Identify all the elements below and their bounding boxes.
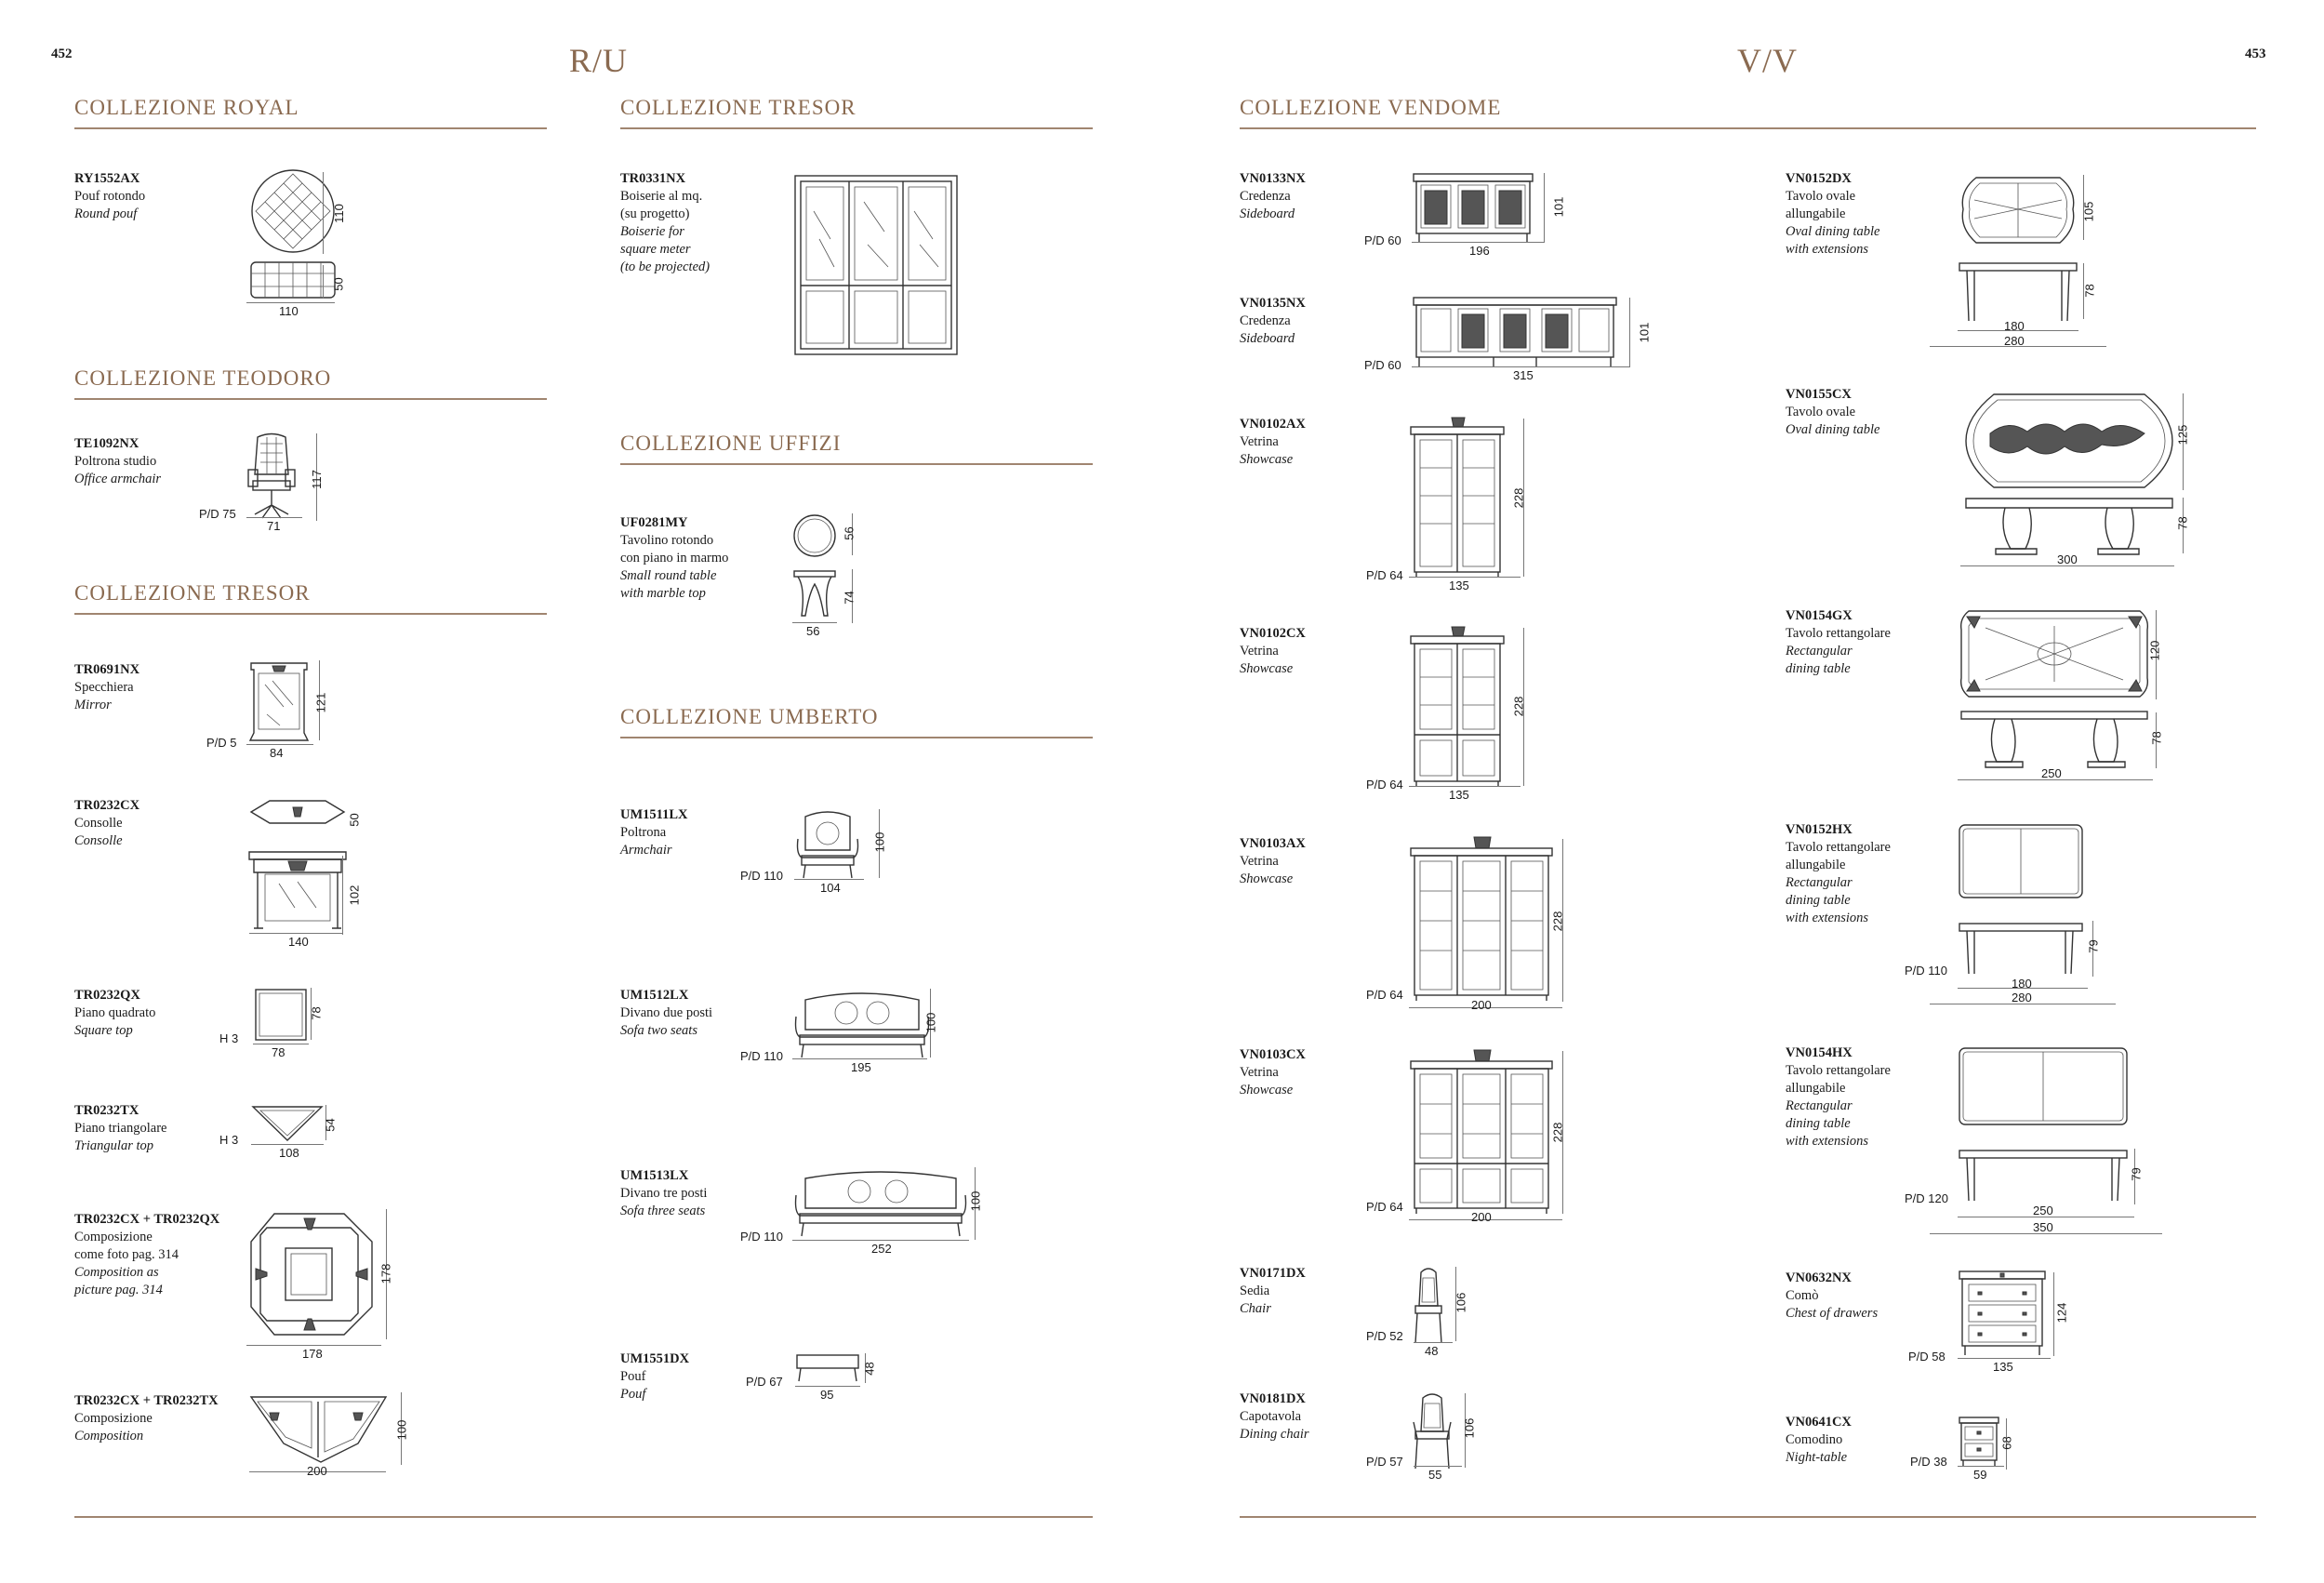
product-name-it: Vetrina (1240, 854, 1279, 869)
product-name-en: dining table (1786, 893, 1851, 908)
dim-line (323, 172, 324, 254)
um1551dx-drawing (795, 1353, 860, 1387)
dim-label: 106 (1462, 1417, 1477, 1439)
product-name-it: Composizione (74, 1230, 153, 1244)
product-name-it: Vetrina (1240, 1065, 1279, 1080)
dim-label: 110 (279, 304, 299, 318)
dim-label: 68 (1999, 1436, 2014, 1450)
product-code: TR0232QX (74, 988, 140, 1003)
product-vn0155cx (1786, 386, 1880, 439)
tr0232tx-drawing (251, 1105, 325, 1144)
product-name-en: Showcase (1240, 452, 1294, 467)
product-name-it: Tavolo ovale (1786, 189, 1856, 204)
product-code: UM1512LX (620, 988, 689, 1003)
section-vendome (1240, 96, 2256, 129)
product-code: VN0135NX (1240, 296, 1306, 311)
product-tr0331nx (620, 170, 710, 276)
um1511lx-drawing (794, 809, 869, 884)
section-royal (74, 96, 547, 129)
dim-label: 121 (313, 692, 328, 713)
product-vn0152dx (1786, 170, 1880, 259)
product-um1511lx (620, 806, 688, 859)
product-code: UM1513LX (620, 1168, 689, 1183)
product-code: VN0152DX (1786, 171, 1852, 186)
product-code: TR0232TX (74, 1103, 139, 1118)
dim-label: 48 (1425, 1344, 1439, 1358)
tr0232cx-drawing (246, 798, 358, 938)
section-tresor-mid (620, 96, 1093, 129)
dim-label: 252 (871, 1242, 892, 1256)
dim-label: 54 (323, 1118, 338, 1132)
product-code: UM1551DX (620, 1351, 690, 1366)
product-name-en: Showcase (1240, 871, 1294, 886)
dim-label: 228 (1550, 911, 1565, 932)
product-name-en: Rectangular (1786, 1098, 1853, 1113)
vn0152hx-drawing (1958, 823, 2088, 977)
dim-label: 79 (2086, 939, 2101, 953)
footer-rule-left (74, 1516, 1093, 1518)
product-name-it: Credenza (1240, 313, 1291, 328)
product-code: VN0632NX (1786, 1270, 1852, 1285)
product-name-en: Oval dining table (1786, 224, 1880, 239)
section-title: COLLEZIONE UFFIZI (620, 432, 1093, 465)
dim-line (1409, 577, 1521, 578)
tr0232cx-qx-drawing (246, 1209, 377, 1344)
dim-label: 100 (394, 1419, 409, 1441)
dim-label: 250 (2033, 1204, 2053, 1217)
tr0691nx-drawing (246, 658, 321, 748)
vn0171dx-drawing (1412, 1265, 1449, 1349)
pd-label: P/D 120 (1905, 1191, 1948, 1205)
vn0135nx-drawing (1412, 296, 1621, 370)
dim-line (795, 1386, 860, 1387)
product-tr0232tx (74, 1102, 166, 1155)
product-vn0102cx (1240, 625, 1306, 678)
product-name-it: Divano tre posti (620, 1186, 708, 1201)
product-name-en: Rectangular (1786, 644, 1853, 658)
dim-label: 78 (2082, 284, 2097, 298)
vn0102ax-drawing (1409, 416, 1511, 579)
dim-line (323, 265, 324, 299)
footer-rule-right (1240, 1516, 2256, 1518)
dim-label: 100 (923, 1012, 938, 1033)
product-name-it: Sedia (1240, 1284, 1270, 1298)
dim-label: 120 (2147, 640, 2162, 661)
product-name-it: Poltrona studio (74, 454, 157, 469)
dim-label: 78 (272, 1045, 286, 1059)
dim-label: 200 (1471, 998, 1492, 1012)
dim-line (792, 1058, 927, 1059)
product-name-en: with marble top (620, 586, 706, 601)
vn0102cx-drawing (1409, 625, 1511, 788)
dim-label: 135 (1449, 579, 1469, 592)
pd-label: P/D 64 (1366, 1200, 1403, 1214)
dim-label: 106 (1454, 1292, 1468, 1313)
tr0232qx-drawing (254, 988, 310, 1045)
dim-label: 102 (347, 885, 362, 906)
product-name-en: Night-table (1786, 1450, 1848, 1465)
product-vn0102ax (1240, 416, 1306, 469)
product-name-en: Oval dining table (1786, 422, 1880, 437)
h-label: H 3 (219, 1133, 239, 1147)
vn0641cx-drawing (1958, 1416, 2004, 1470)
product-vn0171dx (1240, 1265, 1306, 1318)
dim-line (1409, 786, 1521, 787)
product-name-en: Sideboard (1240, 331, 1295, 346)
page-number-left: 452 (51, 47, 73, 61)
product-name-it: Divano due posti (620, 1005, 713, 1020)
dim-line (246, 517, 302, 518)
te1092nx-drawing (244, 432, 318, 525)
product-tr0232cx-qx (74, 1211, 219, 1299)
product-name-en: Chest of drawers (1786, 1306, 1879, 1321)
product-code: VN0641CX (1786, 1415, 1852, 1430)
dim-label: 101 (1637, 322, 1652, 343)
product-code: TE1092NX (74, 436, 139, 451)
product-te1092nx (74, 435, 161, 488)
dim-label: 178 (378, 1263, 393, 1284)
dim-label: 50 (331, 277, 346, 291)
product-code: VN0103AX (1240, 836, 1306, 851)
product-code: VN0155CX (1786, 387, 1852, 402)
pd-label: P/D 58 (1908, 1350, 1946, 1364)
product-name-it: Boiserie al mq. (620, 189, 703, 204)
product-name-en: Chair (1240, 1301, 1271, 1316)
dim-label: 140 (288, 935, 309, 949)
product-code: VN0102CX (1240, 626, 1306, 641)
dim-label: 124 (2054, 1302, 2069, 1324)
product-code: TR0232CX (74, 798, 140, 813)
product-name-it: Tavolino rotondo (620, 533, 714, 548)
product-um1513lx (620, 1167, 707, 1220)
product-code: VN0154HX (1786, 1045, 1853, 1060)
um1512lx-drawing (792, 989, 932, 1063)
product-tr0232qx (74, 987, 155, 1040)
dim-label: 105 (2081, 201, 2096, 222)
vn0632nx-drawing (1958, 1270, 2051, 1358)
page-letters-left: R/U (569, 42, 629, 79)
product-name-en: Consolle (74, 833, 123, 848)
pd-label: P/D 52 (1366, 1329, 1403, 1343)
product-name-en: Triangular top (74, 1138, 154, 1153)
product-um1512lx (620, 987, 712, 1040)
product-name-it: Specchiera (74, 680, 134, 695)
product-code: VN0154GX (1786, 608, 1853, 623)
dim-label: 315 (1513, 368, 1534, 382)
dim-label: 178 (302, 1347, 323, 1361)
product-vn0154gx (1786, 607, 1891, 678)
dim-label: 200 (307, 1464, 327, 1478)
dim-line (1629, 298, 1630, 367)
dim-label: 78 (309, 1006, 324, 1020)
section-uffizi (620, 432, 1093, 465)
product-tr0232cx-tx (74, 1392, 219, 1445)
product-vn0632nx (1786, 1270, 1878, 1323)
vn0154gx-drawing (1958, 607, 2153, 775)
dim-line (794, 879, 864, 880)
product-tr0232cx (74, 797, 139, 850)
product-name-en: Office armchair (74, 472, 162, 486)
product-name-it: (su progetto) (620, 206, 690, 221)
product-name-it: allungabile (1786, 206, 1846, 221)
section-title: COLLEZIONE TRESOR (620, 96, 1093, 129)
dim-label: 48 (862, 1362, 877, 1376)
product-name-en: Pouf (620, 1387, 646, 1402)
dim-line (1958, 1358, 2051, 1359)
dim-label: 280 (2012, 991, 2032, 1004)
product-vn0103ax (1240, 835, 1306, 888)
product-vn0135nx (1240, 295, 1306, 348)
pd-label: P/D 75 (199, 507, 236, 521)
product-name-en: Round pouf (74, 206, 138, 221)
dim-label: 280 (2004, 334, 2025, 348)
product-name-en: Composition as (74, 1265, 159, 1280)
dim-line (1412, 366, 1629, 367)
tr0232cx-tx-drawing (246, 1392, 391, 1467)
product-name-en: (to be projected) (620, 259, 710, 274)
product-vn0103cx (1240, 1046, 1306, 1099)
dim-line (1958, 1466, 2004, 1467)
product-code: VN0103CX (1240, 1047, 1306, 1062)
product-um1551dx (620, 1350, 689, 1403)
dim-label: 100 (872, 831, 887, 853)
uf0281my-drawing (792, 513, 848, 634)
product-name-en: Showcase (1240, 661, 1294, 676)
product-name-en: with extensions (1786, 1134, 1869, 1149)
vn0103cx-drawing (1409, 1048, 1558, 1216)
dim-label: 84 (270, 746, 284, 760)
product-name-it: allungabile (1786, 1081, 1846, 1096)
product-code: TR0331NX (620, 171, 686, 186)
product-name-it: Consolle (74, 816, 123, 831)
product-code: VN0152HX (1786, 822, 1853, 837)
product-code: VN0133NX (1240, 171, 1306, 186)
dim-line (251, 1144, 324, 1145)
ry1552ax-drawing (246, 169, 358, 318)
pd-label: P/D 5 (206, 736, 237, 750)
product-name-en: picture pag. 314 (74, 1283, 163, 1297)
product-vn0154hx (1786, 1044, 1891, 1151)
product-name-en: Rectangular (1786, 875, 1853, 890)
product-code: VN0171DX (1240, 1266, 1306, 1281)
dim-label: 180 (2012, 977, 2032, 991)
dim-label: 200 (1471, 1210, 1492, 1224)
dim-label: 78 (2175, 516, 2190, 530)
pd-label: P/D 60 (1364, 358, 1401, 372)
dim-label: 195 (851, 1060, 871, 1074)
product-code: TR0232CX + TR0232TX (74, 1393, 219, 1408)
section-title: COLLEZIONE ROYAL (74, 96, 547, 129)
h-label: H 3 (219, 1031, 239, 1045)
product-name-it: Pouf (620, 1369, 646, 1384)
vn0181dx-drawing (1412, 1390, 1456, 1474)
dim-label: 55 (1428, 1468, 1442, 1482)
dim-label: 50 (347, 813, 362, 827)
dim-label: 104 (820, 881, 841, 895)
product-vn0641cx (1786, 1414, 1852, 1467)
product-name-it: allungabile (1786, 858, 1846, 872)
product-name-en: Sofa three seats (620, 1204, 706, 1218)
dim-label: 228 (1511, 696, 1526, 717)
product-code: VN0102AX (1240, 417, 1306, 432)
product-code: TR0232CX + TR0232QX (74, 1212, 220, 1227)
pd-label: P/D 110 (1905, 964, 1948, 978)
pd-label: P/D 110 (740, 869, 784, 883)
dim-label: 56 (842, 526, 857, 540)
product-code: UF0281MY (620, 515, 688, 530)
product-name-it: Tavolo rettangolare (1786, 1063, 1891, 1078)
dim-line (246, 302, 335, 303)
product-ry1552ax (74, 170, 145, 223)
pd-label: P/D 110 (740, 1049, 784, 1063)
product-name-it: con piano in marmo (620, 551, 729, 565)
pd-label: P/D 64 (1366, 568, 1403, 582)
product-name-it: Vetrina (1240, 644, 1279, 658)
dim-label: 59 (1973, 1468, 1987, 1482)
dim-label: 250 (2041, 766, 2062, 780)
product-vn0152hx (1786, 821, 1891, 927)
section-title: COLLEZIONE TEODORO (74, 366, 547, 400)
product-name-en: square meter (620, 242, 691, 257)
pd-label: P/D 64 (1366, 778, 1403, 792)
product-name-it: Pouf rotondo (74, 189, 146, 204)
product-name-it: Poltrona (620, 825, 667, 840)
page-number-right: 453 (2245, 47, 2266, 61)
product-name-en: Composition (74, 1429, 144, 1443)
product-name-it: Piano quadrato (74, 1005, 156, 1020)
product-name-en: Square top (74, 1023, 133, 1038)
section-title: COLLEZIONE VENDOME (1240, 96, 2256, 129)
product-vn0181dx (1240, 1390, 1309, 1443)
product-name-en: Boiserie for (620, 224, 684, 239)
dim-line (1414, 1466, 1462, 1467)
product-vn0133nx (1240, 170, 1306, 223)
product-name-it: Vetrina (1240, 434, 1279, 449)
dim-label: 300 (2057, 552, 2078, 566)
dim-line (246, 1345, 381, 1346)
vn0103ax-drawing (1409, 835, 1558, 1003)
dim-label: 71 (267, 519, 281, 533)
pd-label: P/D 67 (746, 1375, 783, 1389)
um1513lx-drawing (792, 1167, 969, 1242)
dim-line (792, 1240, 969, 1241)
dim-label: 196 (1469, 244, 1490, 258)
pd-label: P/D 110 (740, 1230, 784, 1244)
dim-line (342, 856, 343, 935)
product-code: RY1552AX (74, 171, 140, 186)
pd-label: P/D 57 (1366, 1455, 1403, 1469)
dim-label: 135 (1993, 1360, 2013, 1374)
vn0133nx-drawing (1412, 172, 1537, 246)
product-name-it: Piano triangolare (74, 1121, 167, 1136)
product-name-en: Dining chair (1240, 1427, 1309, 1442)
product-name-it: Comodino (1786, 1432, 1843, 1447)
product-name-it: Credenza (1240, 189, 1291, 204)
product-uf0281my (620, 514, 728, 603)
vn0152dx-drawing (1958, 172, 2078, 330)
vn0154hx-drawing (1958, 1046, 2134, 1204)
tr0331nx-drawing (793, 174, 961, 360)
dim-label: 79 (2129, 1167, 2144, 1181)
product-name-en: with extensions (1786, 242, 1869, 257)
product-name-it: Tavolo ovale (1786, 405, 1856, 419)
dim-label: 56 (806, 624, 820, 638)
dim-line (1544, 173, 1545, 243)
product-name-it: Tavolo rettangolare (1786, 840, 1891, 855)
section-title: COLLEZIONE UMBERTO (620, 705, 1093, 738)
section-teodoro (74, 366, 547, 400)
dim-label: 135 (1449, 788, 1469, 802)
dim-line (792, 622, 837, 623)
pd-label: P/D 60 (1364, 233, 1401, 247)
dim-label: 78 (2149, 731, 2164, 745)
dim-line (249, 933, 342, 934)
product-code: TR0691NX (74, 662, 140, 677)
product-name-it: Capotavola (1240, 1409, 1302, 1424)
product-name-it: Comò (1786, 1288, 1819, 1303)
product-name-en: Showcase (1240, 1083, 1294, 1097)
dim-line (246, 744, 313, 745)
pd-label: P/D 38 (1910, 1455, 1947, 1469)
dim-label: 125 (2175, 424, 2190, 446)
dim-label: 117 (309, 470, 324, 489)
page-letters-right: V/V (1737, 42, 1798, 79)
product-name-en: Mirror (74, 698, 112, 712)
section-title: COLLEZIONE TRESOR (74, 581, 547, 615)
product-code: VN0181DX (1240, 1391, 1306, 1406)
dim-label: 100 (968, 1191, 983, 1212)
dim-label: 228 (1511, 487, 1526, 509)
product-name-en: dining table (1786, 1116, 1851, 1131)
product-name-en: with extensions (1786, 911, 1869, 925)
dim-label: 228 (1550, 1122, 1565, 1143)
section-umberto (620, 705, 1093, 738)
dim-label: 110 (331, 204, 346, 223)
product-code: UM1511LX (620, 807, 688, 822)
product-name-en: Small round table (620, 568, 717, 583)
product-name-en: Sofa two seats (620, 1023, 697, 1038)
dim-line (1414, 1342, 1453, 1343)
dim-label: 101 (1551, 196, 1566, 218)
product-name-it: come foto pag. 314 (74, 1247, 179, 1262)
pd-label: P/D 64 (1366, 988, 1403, 1002)
dim-label: 95 (820, 1388, 834, 1402)
product-name-it: Tavolo rettangolare (1786, 626, 1891, 641)
dim-label: 350 (2033, 1220, 2053, 1234)
product-name-en: dining table (1786, 661, 1851, 676)
section-tresor-left (74, 581, 547, 615)
product-tr0691nx (74, 661, 139, 714)
vn0155cx-drawing (1962, 391, 2176, 558)
product-name-en: Sideboard (1240, 206, 1295, 221)
product-name-en: Armchair (620, 843, 672, 858)
product-name-it: Composizione (74, 1411, 153, 1426)
dim-label: 74 (842, 591, 857, 605)
dim-line (1412, 242, 1544, 243)
dim-label: 180 (2004, 319, 2025, 333)
dim-label: 108 (279, 1146, 299, 1160)
